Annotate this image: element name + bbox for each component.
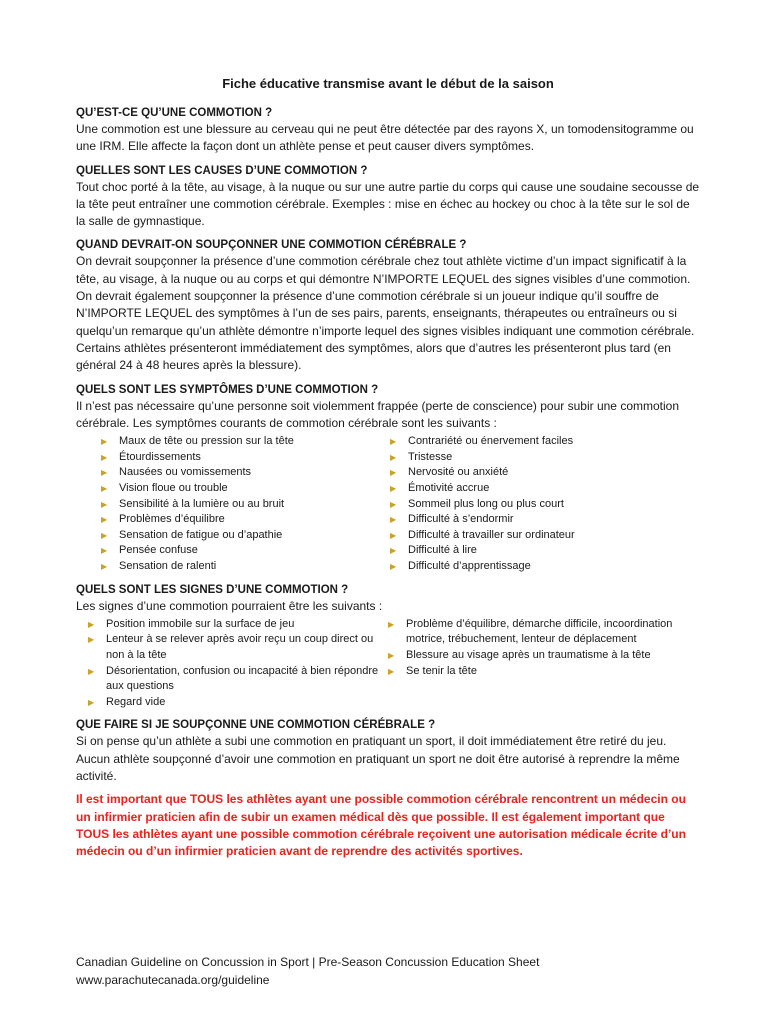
list-item-label: Maux de tête ou pression sur la tête	[119, 435, 294, 448]
list-item	[390, 450, 690, 466]
symptoms-lists	[76, 434, 700, 574]
triangle-bullet-icon: ▶	[101, 546, 108, 556]
list-item-label: Sensation de fatigue ou d’apathie	[119, 528, 283, 541]
list-item-label: Se tenir la tête	[406, 664, 477, 677]
section-causes	[76, 164, 700, 231]
list-item-label: Difficulté à travailler sur ordinateur	[408, 528, 575, 541]
section-heading-what: QU’EST-CE QU’UNE COMMOTION ?	[76, 107, 273, 119]
list-item	[101, 450, 390, 466]
section-text-causes: Tout choc porté à la tête, au visage, à la nuque ou sur une autre partie du corps qui cause une soudaine secousse de la tête peut entraîner une commotion cérébrale. Exemples : mise en échec au hockey ou choc à la tête sur le sol de la salle de gymnastique.	[76, 179, 700, 229]
list-item	[390, 528, 690, 544]
list-item-label: Problèmes d’équilibre	[119, 513, 225, 526]
list-item	[101, 512, 390, 528]
warning-text: Il est important que TOUS les athlètes ayant une possible commotion cérébrale rencontrent un médecin ou un infirmier praticien afin de subir un examen médical dès que possible. Il est également important que TOUS les athlètes ayant une possible commotion cérébrale reçoivent une autorisation médicale écrite d’un médecin ou d’un infirmier praticien avant de reprendre des activités sportives.	[76, 792, 686, 859]
list-item-label: Désorientation, confusion ou incapacité à bien répondre aux questions	[106, 664, 379, 693]
section-text-suspect: On devrait soupçonner la présence d’une commotion cérébrale chez tout athlète victime d’un impact significatif à la tête, au visage, à la nuque ou au corps et qui démontre N’IMPORTE LEQUEL des signes visibles d’une commotion. On devrait également soupçonner la présence d’une commotion cérébrale si un joueur indique qu’il souffre de N’IMPORTE LEQUEL des symptômes à l’un de ses pairs, parents, enseignants, thérapeutes ou entraîneurs ou si quelqu’un remarque qu’un athlète démontre n’importe lequel des signes visibles indiquant une commotion cérébrale. Certains athlètes présenteront immédiatement des symptômes, alors que d’autres les présenteront plus tard (en général 24 à 48 heures après la blessure).	[76, 254, 695, 373]
triangle-bullet-icon: ▶	[88, 619, 95, 629]
signs-list-left	[76, 617, 388, 711]
list-item	[101, 434, 390, 450]
triangle-bullet-icon: ▶	[101, 452, 108, 462]
list-item-label: Regard vide	[106, 695, 166, 708]
triangle-bullet-icon: ▶	[88, 697, 95, 707]
list-item	[388, 617, 688, 648]
list-item-label: Difficulté à s’endormir	[408, 513, 514, 526]
list-item	[88, 632, 388, 663]
list-item-label: Pensée confuse	[119, 544, 198, 557]
list-item	[390, 434, 690, 450]
list-item	[88, 617, 388, 633]
triangle-bullet-icon: ▶	[390, 499, 397, 509]
list-item-label: Difficulté d’apprentissage	[408, 559, 531, 572]
signs-lists	[76, 617, 700, 711]
list-item	[101, 481, 390, 497]
triangle-bullet-icon: ▶	[88, 666, 95, 676]
triangle-bullet-icon: ▶	[390, 437, 397, 447]
section-text-signs: Les signes d’une commotion pourraient être les suivants :	[76, 598, 383, 613]
list-item-label: Sensibilité à la lumière ou au bruit	[119, 497, 285, 510]
list-item	[390, 465, 690, 481]
section-heading-action: QUE FAIRE SI JE SOUPÇONNE UNE COMMOTION CÉRÉBRALE ?	[76, 719, 436, 732]
list-item-label: Émotivité accrue	[408, 481, 490, 494]
triangle-bullet-icon: ▶	[388, 666, 395, 676]
list-item	[390, 512, 690, 528]
footer-guideline-title: Canadian Guideline on Concussion in Sport | Pre-Season Concussion Education Sheet	[76, 955, 540, 969]
list-item	[101, 465, 390, 481]
triangle-bullet-icon: ▶	[101, 515, 108, 525]
footer-url: www.parachutecanada.org/guideline	[76, 972, 270, 987]
list-item	[101, 497, 390, 513]
triangle-bullet-icon: ▶	[388, 619, 395, 629]
list-item	[88, 695, 388, 711]
list-item-label: Étourdissements	[119, 450, 201, 463]
triangle-bullet-icon: ▶	[101, 468, 108, 478]
triangle-bullet-icon: ▶	[101, 483, 108, 493]
section-symptoms	[76, 383, 700, 575]
list-item	[101, 559, 390, 575]
triangle-bullet-icon: ▶	[390, 468, 397, 478]
triangle-bullet-icon: ▶	[390, 452, 397, 462]
footer	[76, 954, 696, 989]
list-item-label: Blessure au visage après un traumatisme à la tête	[406, 648, 651, 661]
list-item-label: Sensation de ralenti	[119, 559, 217, 572]
section-text-symptoms: Il n’est pas nécessaire qu’une personne soit violemment frappée (perte de conscience) pour subir une commotion cérébrale. Les symptômes courants de commotion cérébrale sont les suivants :	[76, 398, 679, 430]
triangle-bullet-icon: ▶	[101, 530, 108, 540]
triangle-bullet-icon: ▶	[101, 499, 108, 509]
section-text-action: Si on pense qu’un athlète a subi une commotion en pratiquant un sport, il doit immédiatement être retiré du jeu. Aucun athlète soupçonné d’avoir une commotion en pratiquant un sport ne doit être autorisé à reprendre la même activité.	[76, 734, 680, 783]
section-heading-signs: QUELS SONT LES SIGNES D’UNE COMMOTION ?	[76, 583, 349, 596]
list-item-label: Contrariété ou énervement faciles	[408, 435, 574, 448]
list-item-label: Tristesse	[408, 450, 453, 463]
triangle-bullet-icon: ▶	[390, 561, 397, 571]
section-text-what: Une commotion est une blessure au cerveau qui ne peut être détectée par des rayons X, un tomodensitogramme ou une IRM. Elle affecte la façon dont un athlète pense et peut causer divers symptômes.	[76, 122, 694, 154]
triangle-bullet-icon: ▶	[390, 530, 397, 540]
section-signs	[76, 583, 700, 711]
list-item-label: Position immobile sur la surface de jeu	[106, 617, 295, 630]
list-item	[390, 559, 690, 575]
list-item-label: Lenteur à se relever après avoir reçu un coup direct ou non à la tête	[106, 633, 374, 661]
section-heading-causes: QUELLES SONT LES CAUSES D’UNE COMMOTION ?	[76, 164, 368, 177]
list-item-label: Sommeil plus long ou plus court	[408, 497, 564, 510]
triangle-bullet-icon: ▶	[390, 546, 397, 556]
section-what	[76, 106, 700, 156]
list-item	[390, 543, 690, 559]
list-item-label: Nervosité ou anxiété	[408, 466, 509, 479]
triangle-bullet-icon: ▶	[101, 437, 108, 447]
list-item	[390, 497, 690, 513]
document-page	[76, 76, 700, 868]
section-action	[76, 718, 700, 860]
document-title: Fiche éducative transmise avant le début de la saison	[222, 76, 554, 91]
list-item-label: Nausées ou vomissements	[119, 466, 252, 479]
section-heading-symptoms: QUELS SONT LES SYMPTÔMES D’UNE COMMOTION ?	[76, 383, 379, 396]
symptoms-list-left	[76, 434, 390, 574]
triangle-bullet-icon: ▶	[388, 650, 395, 660]
section-suspect	[76, 238, 700, 374]
list-item	[101, 543, 390, 559]
list-item	[88, 664, 388, 695]
triangle-bullet-icon: ▶	[101, 561, 108, 571]
list-item	[388, 648, 688, 664]
list-item-label: Problème d’équilibre, démarche difficile, incoordination motrice, trébuchement, lenteur de déplacement	[406, 617, 673, 646]
list-item-label: Difficulté à lire	[408, 544, 477, 557]
list-item	[390, 481, 690, 497]
list-item	[101, 528, 390, 544]
triangle-bullet-icon: ▶	[390, 515, 397, 525]
triangle-bullet-icon: ▶	[390, 483, 397, 493]
triangle-bullet-icon: ▶	[88, 635, 95, 645]
section-heading-suspect: QUAND DEVRAIT-ON SOUPÇONNER UNE COMMOTION CÉRÉBRALE ?	[76, 239, 467, 252]
symptoms-list-right	[390, 434, 690, 574]
signs-list-right	[388, 617, 688, 711]
list-item	[388, 664, 688, 680]
list-item-label: Vision floue ou trouble	[119, 481, 228, 494]
